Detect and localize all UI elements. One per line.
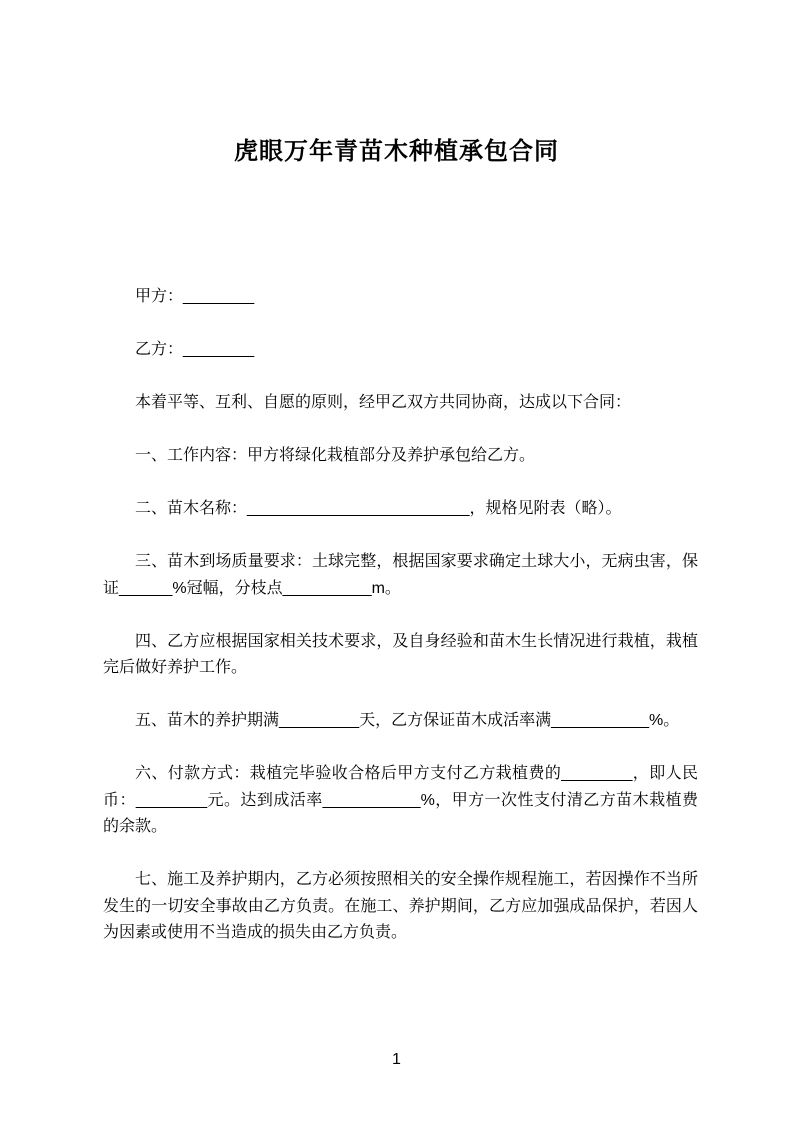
paragraph-clause-6: 六、付款方式：栽植完毕验收合格后甲方支付乙方栽植费的________，即人民币：________元。达到成活率___________%，甲方一次性支付清乙方苗木栽植费的余款。 — [103, 765, 698, 835]
page-number: 1 — [392, 1051, 401, 1068]
paragraph-clause-2: 二、苗木名称：_________________________，规格见附表（略）。 — [135, 500, 622, 517]
paragraph-party-b: 乙方：________ — [135, 341, 255, 358]
paragraph-clause-1: 一、工作内容：甲方将绿化栽植部分及养护承包给乙方。 — [135, 447, 536, 464]
paragraph-party-a: 甲方：________ — [135, 288, 255, 305]
paragraph-preamble: 本着平等、互利、自愿的原则，经甲乙双方共同协商，达成以下合同： — [135, 394, 632, 411]
paragraph-clause-7: 七、施工及养护期内，乙方必须按照相关的安全操作规程施工，若因操作不当所发生的一切安全事故由乙方负责。在施工、养护期间，乙方应加强成品保护，若因人为因素或使用不当造成的损失由乙方负责。 — [103, 871, 698, 941]
document-body — [103, 284, 698, 973]
paragraph-clause-5: 五、苗木的养护期满_________天，乙方保证苗木成活率满___________%。 — [135, 712, 680, 729]
page-title: 虎眼万年青苗木种植承包合同 — [234, 138, 559, 165]
paragraph-clause-3: 三、苗木到场质量要求：土球完整，根据国家要求确定土球大小，无病虫害，保证______%冠幅，分枝点__________m。 — [103, 553, 698, 597]
paragraph-clause-4: 四、乙方应根据国家相关技术要求，及自身经验和苗木生长情况进行栽植，栽植完后做好养护工作。 — [103, 632, 698, 676]
